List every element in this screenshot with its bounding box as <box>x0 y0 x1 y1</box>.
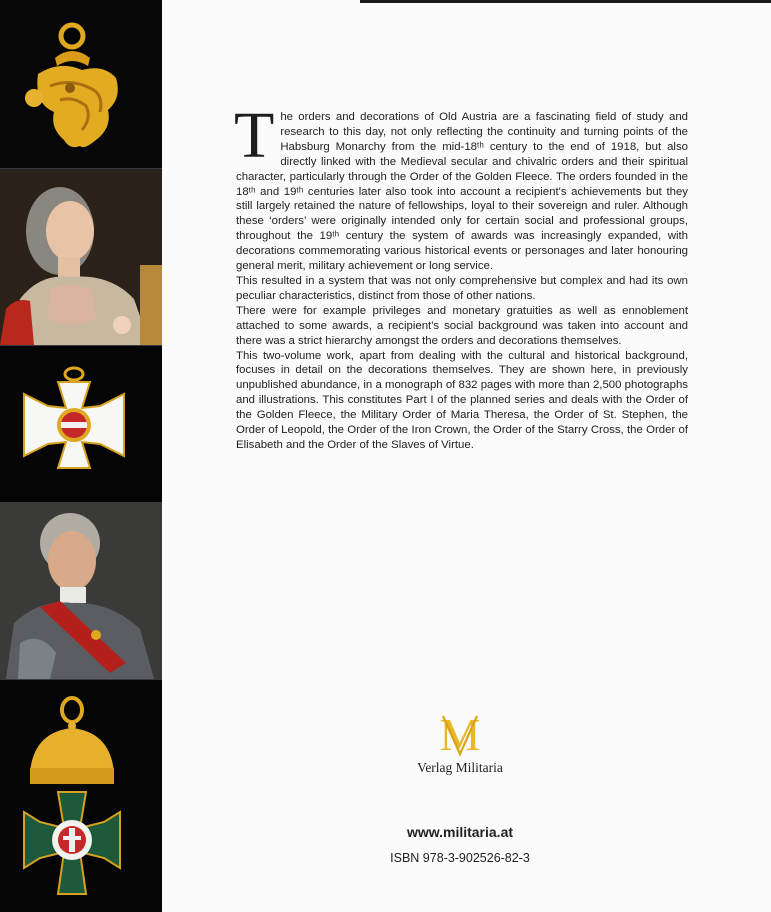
publisher-name: Verlag Militaria <box>417 760 503 775</box>
paragraph-3: There were for example privileges and monetary gratuities as well as ennoblement attached to some awards, a recipient's social background was taken into account and there was a strict hierarchy amongst the orders and decorations themselves. <box>236 304 688 347</box>
isbn-number: ISBN 978-3-902526-82-3 <box>390 851 530 865</box>
empress-portrait-image <box>0 169 162 346</box>
website-url: www.militaria.at <box>406 824 514 840</box>
publisher-logo <box>400 710 520 776</box>
drop-cap: T <box>234 99 275 172</box>
top-edge-line <box>360 0 771 3</box>
paragraph-1-text: he orders and decorations of Old Austria are a fascinating field of study and research to this day, not only reflecting the continuity and turning points of the Habsburg Monarchy from the mid-18ᵗʰ century to the end of 1918, but also directly linked with the Medieval secular and chivalric orders and their spiritual character, particularly through the Order of the Golden Fleece. The orders founded in the 18ᵗʰ and 19ᵗʰ centuries later also took into account a recipient's achievements but they still largely retained the nature of fellowships, loyal to their sovereign and ruler. Although these ‘orders’ were originally intended only for certain social and professional groups, throughout the 19ᵗʰ century the system of awards was increasingly expanded, with decorations commemorating various historical events or personages and later honouring general merit, military achievement or long service. <box>236 111 688 273</box>
vm-logo-icon <box>437 710 483 758</box>
image-strip <box>0 0 162 912</box>
paragraph-1 <box>234 99 688 274</box>
emperor-portrait-image <box>0 503 162 680</box>
logo-mark: M <box>439 710 481 758</box>
golden-fleece-pendant-image <box>0 0 162 169</box>
st-stephen-cross-image <box>0 680 162 912</box>
paragraph-4: This two-volume work, apart from dealing with the cultural and historical background, focuses in detail on the decorations themselves. They are shown here, in previously unpublished abundance, in a monograph of 832 pages with more than 2,500 photographs and illustrations. This constitutes Part I of the planned series and deals with the Order of the Golden Fleece, the Military Order of Maria Theresa, the Order of St. Stephen, the Order of Leopold, the Order of the Iron Crown, the Order of the Starry Cross, the Order of Elisabeth and the Order of the Slaves of Virtue. <box>236 349 688 451</box>
description-text <box>234 99 688 453</box>
maria-theresa-cross-image <box>0 346 162 503</box>
paragraph-2: This resulted in a system that was not only comprehensive but complex and had its own peculiar characteristics, distinct from those of other nations. <box>236 274 688 302</box>
